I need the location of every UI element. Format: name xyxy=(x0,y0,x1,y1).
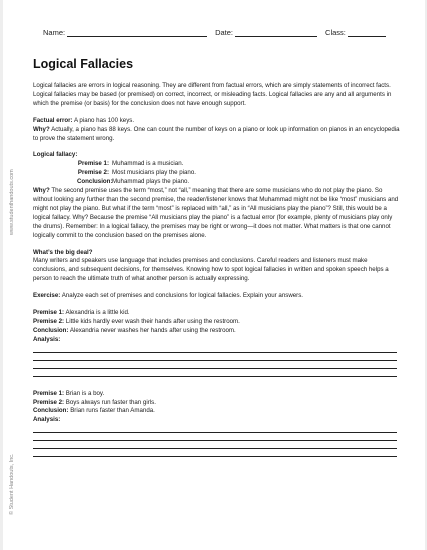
set2-conclusion-label: Conclusion: xyxy=(33,407,69,415)
exercise-instructions xyxy=(33,292,401,301)
set2-conclusion-text: Brian runs faster than Amanda. xyxy=(70,407,155,415)
date-field[interactable] xyxy=(235,28,317,37)
class-label: Class: xyxy=(325,28,346,37)
exercise-label: Exercise: xyxy=(33,292,61,300)
watermark-site: www.studenthandouts.com xyxy=(9,169,15,235)
set1-conclusion-text: Alexandria never washes her hands after using the restroom. xyxy=(69,326,236,334)
set1-premise-2 xyxy=(33,318,401,327)
set2-premise-2-text: Boys always run faster than girls. xyxy=(65,398,156,406)
set1-conclusion-label: Conclusion: xyxy=(33,326,69,334)
logical-fallacy-heading: Logical fallacy: xyxy=(33,151,78,159)
date-label: Date: xyxy=(215,28,234,37)
set1-premise-2-text: Little kids hardly ever wash their hands after using the restroom. xyxy=(65,317,240,325)
example-premise-1 xyxy=(33,160,401,169)
set2-conclusion xyxy=(33,407,401,416)
set1-conclusion xyxy=(33,327,401,336)
set1-premise-2-label: Premise 2: xyxy=(33,317,65,325)
header-fields xyxy=(43,28,407,37)
set2-premise-1-label: Premise 1: xyxy=(33,389,65,397)
big-deal-paragraph: Many writers and speakers use language that includes premises and conclusions. Careful readers and listeners must make conclusions, and subsequent decisions, for themselves. Knowing how to spot logical fallacies in written and spoken speech helps a person to reach the ultimate truth of what another person is actually expressing. xyxy=(33,257,389,283)
example-premise-1-label: Premise 1: xyxy=(77,160,109,168)
factual-why-paragraph xyxy=(33,126,401,144)
set2-premise-2 xyxy=(33,399,401,408)
factual-why-label: Why? xyxy=(33,125,50,133)
set1-premise-1-text: Alexandria is a little kid. xyxy=(65,309,130,317)
set1-premise-1 xyxy=(33,309,401,318)
set1-answer-line[interactable] xyxy=(33,345,397,353)
set1-premise-1-label: Premise 1: xyxy=(33,309,65,317)
watermark-copyright: © Student Handouts, Inc. xyxy=(9,453,15,515)
factual-error-line xyxy=(33,117,401,126)
set2-premise-2-label: Premise 2: xyxy=(33,398,65,406)
example-premise-1-text: Muhammad is a musician. xyxy=(112,160,184,168)
fallacy-why-text: The second premise uses the term “most,” not “all,” meaning that there are some musicians who do not play the piano. So without looking any further than the second premise, the reader/listener knows that Muhammad might not be like “most” musicians and might not play the piano. But what if the term “most” is replaced with “all,” as in “All musicians play the piano”? Still, this would be a logical fallacy. Why? Because the premise “All musicians play the piano” is a factual error (for example, plenty of musicians play only the drums). Remember: In a logical fallacy, the premises may be right or wrong—it does not matter. What matters is that one cannot logically commit to the conclusion based on the premises alone. xyxy=(33,187,399,239)
page-title: Logical Fallacies xyxy=(33,57,134,71)
exercise-text: Analyze each set of premises and conclusions for logical fallacies. Explain your answers. xyxy=(61,292,303,300)
set2-answer-line[interactable] xyxy=(33,425,397,433)
set1-answer-line[interactable] xyxy=(33,369,397,377)
set2-answer-line[interactable] xyxy=(33,449,397,457)
set2-premise-1-text: Brian is a boy. xyxy=(65,389,105,397)
name-field[interactable] xyxy=(67,28,207,37)
set2-premise-1 xyxy=(33,390,401,399)
set1-answer-line[interactable] xyxy=(33,353,397,361)
factual-why-text: Actually, a piano has 88 keys. One can count the number of keys on a piano or look up information on pianos in an encyclopedia to prove the statement wrong. xyxy=(33,125,400,142)
fallacy-why-paragraph xyxy=(33,187,401,240)
example-conclusion-text: Muhammad plays the piano. xyxy=(112,178,190,186)
worksheet-body xyxy=(33,82,401,457)
example-conclusion xyxy=(33,178,401,187)
example-premise-2 xyxy=(33,169,401,178)
set2-answer-line[interactable] xyxy=(33,441,397,449)
factual-error-label: Factual error: xyxy=(33,116,73,124)
fallacy-why-label: Why? xyxy=(33,187,50,195)
factual-error-text: A piano has 100 keys. xyxy=(73,116,135,124)
name-label: Name: xyxy=(43,28,66,37)
set2-analysis-label: Analysis: xyxy=(33,416,61,424)
worksheet-page xyxy=(3,0,425,550)
set1-answer-line[interactable] xyxy=(33,361,397,369)
side-watermark xyxy=(7,95,21,515)
example-premise-2-text: Most musicians play the piano. xyxy=(112,169,196,177)
example-conclusion-label: Conclusion: xyxy=(77,178,113,186)
set2-answer-line[interactable] xyxy=(33,433,397,441)
set1-analysis-label: Analysis: xyxy=(33,335,61,343)
class-field[interactable] xyxy=(348,28,386,37)
example-premise-2-label: Premise 2: xyxy=(77,169,109,177)
big-deal-heading: What’s the big deal? xyxy=(33,248,93,256)
intro-paragraph: Logical fallacies are errors in logical reasoning. They are different from factual errors, which are simply statements of incorrect facts. Logical fallacies may be based (or premised) on correct, incorrect, or misleading facts. Logical fallacies are any and all arguments in which the premise (or basis) for the conclusion does not have enough support. xyxy=(33,82,392,107)
